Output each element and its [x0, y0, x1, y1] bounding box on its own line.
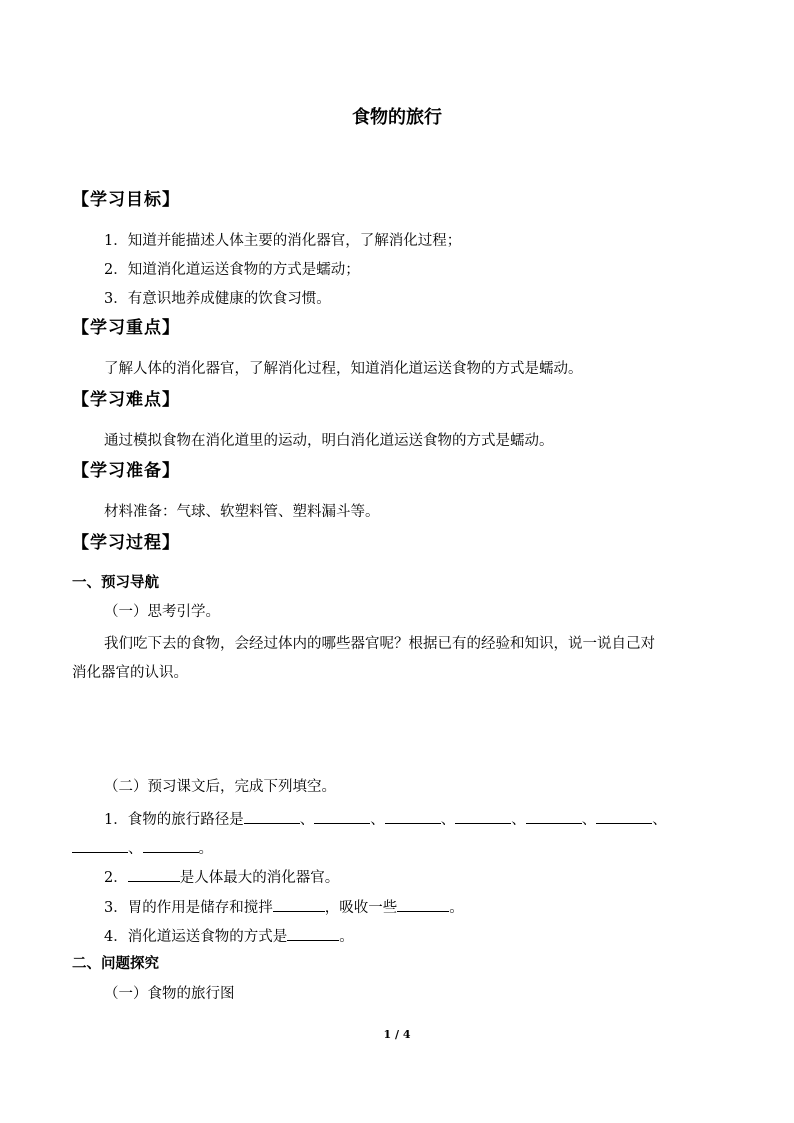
answer-blank[interactable]	[143, 837, 199, 853]
q2-suffix: 是人体最大的消化器官。	[179, 870, 340, 886]
goal-item-3: 3．有意识地养成健康的饮食习惯。	[104, 291, 331, 307]
period: 。	[449, 900, 464, 916]
heading-process: 【学习过程】	[72, 533, 180, 553]
difficulties-text: 通过模拟食物在消化道里的运动，明白消化道运送食物的方式是蠕动。	[104, 433, 554, 449]
separator: 、	[299, 812, 315, 828]
goal-item-1: 1．知道并能描述人体主要的消化器官，了解消化过程；	[104, 233, 462, 249]
fill-question-2	[104, 866, 339, 889]
answer-blank[interactable]	[455, 808, 511, 824]
preview-question-line2: 消化器官的认识。	[72, 665, 188, 681]
heading-difficulties: 【学习难点】	[72, 390, 180, 410]
q3-prefix: 3．胃的作用是储存和搅拌	[104, 900, 273, 916]
preview-part1-label: （一）思考引学。	[104, 604, 220, 620]
page-number: 1 / 4	[383, 1028, 411, 1041]
document-title: 食物的旅行	[352, 107, 442, 128]
answer-blank[interactable]	[273, 896, 325, 912]
separator: 、	[440, 812, 456, 828]
key-points-text: 了解人体的消化器官，了解消化过程，知道消化道运送食物的方式是蠕动。	[104, 361, 583, 377]
q4-prefix: 4．消化道运送食物的方式是	[104, 929, 288, 945]
answer-blank[interactable]	[128, 866, 180, 882]
period: 。	[339, 929, 354, 945]
q2-prefix: 2．	[104, 870, 128, 886]
fill-question-1-line1	[104, 808, 667, 831]
fill-question-4	[104, 925, 354, 948]
preview-question-line1: 我们吃下去的食物，会经过体内的哪些器官呢？根据已有的经验和知识，说一说自己对	[104, 636, 655, 652]
answer-blank[interactable]	[72, 837, 128, 853]
heading-preparation: 【学习准备】	[72, 461, 180, 481]
separator: 、	[581, 812, 597, 828]
period: 。	[198, 841, 213, 857]
answer-blank[interactable]	[526, 808, 582, 824]
heading-preview-guide: 一、预习导航	[72, 575, 159, 591]
separator: 、	[370, 812, 385, 828]
q3-mid: ，吸收一些	[324, 900, 398, 916]
heading-key-points: 【学习重点】	[72, 318, 180, 338]
answer-blank[interactable]	[244, 808, 300, 824]
heading-learning-goals: 【学习目标】	[72, 190, 180, 210]
preparation-text: 材料准备：气球、软塑料管、塑料漏斗等。	[104, 504, 380, 520]
answer-blank[interactable]	[385, 808, 441, 824]
answer-blank[interactable]	[596, 808, 652, 824]
explore-part1-label: （一）食物的旅行图	[104, 986, 235, 1002]
answer-blank[interactable]	[397, 896, 449, 912]
q1-prefix: 1．食物的旅行路径是	[104, 812, 244, 828]
fill-question-3	[104, 896, 464, 919]
separator: 、	[511, 812, 526, 828]
heading-problem-exploration: 二、问题探究	[72, 956, 159, 972]
answer-blank[interactable]	[287, 925, 339, 941]
preview-part2-label: （二）预习课文后，完成下列填空。	[104, 779, 336, 795]
goal-item-2: 2．知道消化道运送食物的方式是蠕动；	[104, 262, 360, 278]
fill-question-1-line2	[72, 837, 213, 860]
answer-blank[interactable]	[314, 808, 370, 824]
separator: 、	[652, 812, 667, 828]
separator: 、	[128, 841, 143, 857]
